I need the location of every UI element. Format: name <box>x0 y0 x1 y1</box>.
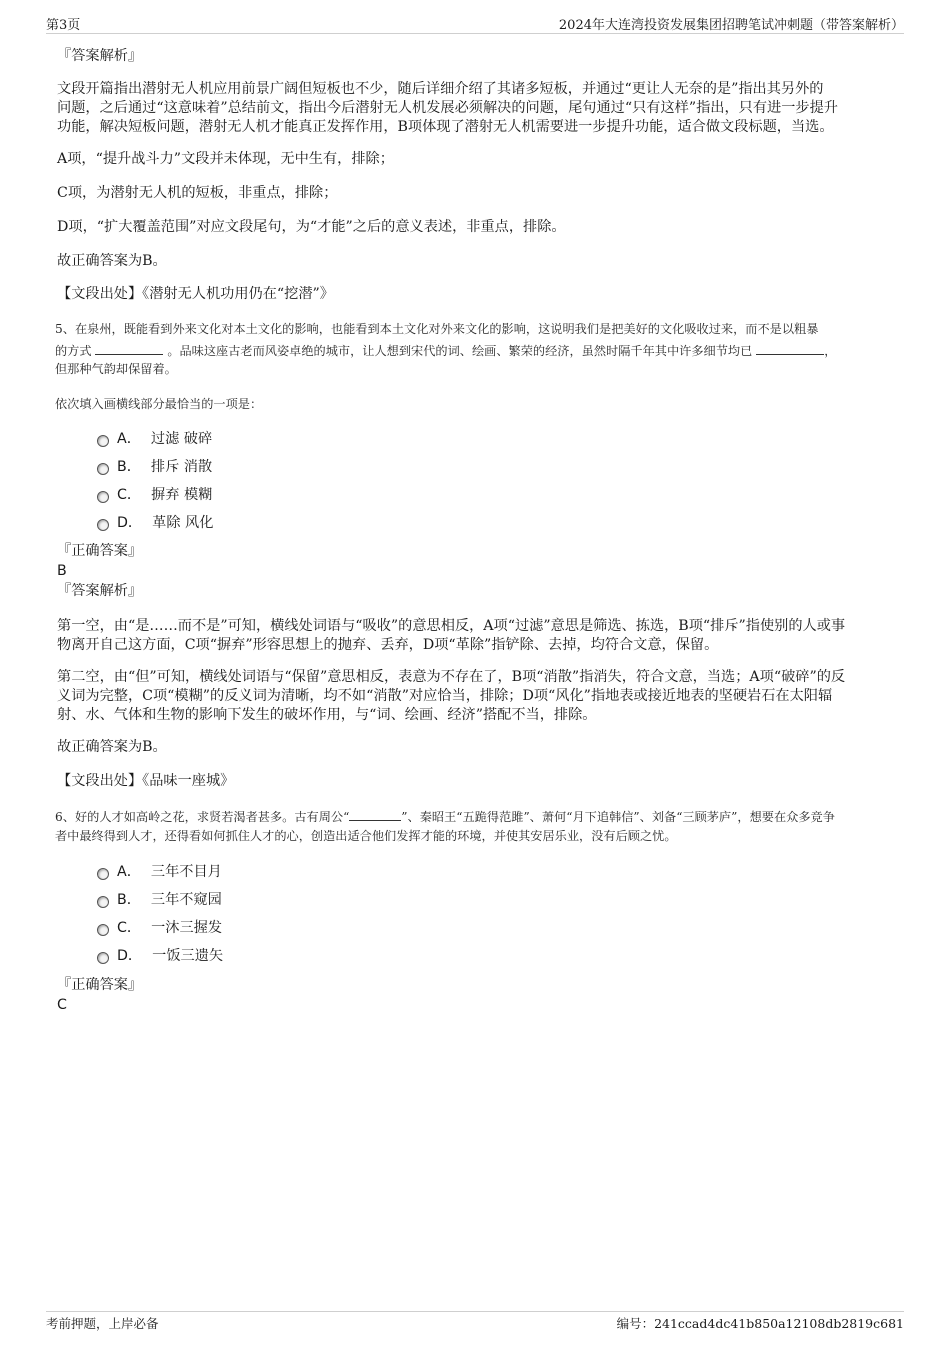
radio-icon[interactable] <box>97 463 109 475</box>
text-line: 问题，之后通过“这意味着”总结前文，指出今后潜射无人机发展必须解决的问题，尾句通过“只有这样”指出，只有进一步提升 <box>57 100 838 116</box>
analysis-paragraph <box>57 668 904 725</box>
radio-icon[interactable] <box>97 896 109 908</box>
conclusion: 故正确答案为B。 <box>57 253 167 269</box>
analysis-label: 『答案解析』 <box>57 48 143 64</box>
analysis-paragraph <box>57 80 904 137</box>
question-5-stem-line: 的方式 。品味这座古老而风姿卓绝的城市，让人想到宋代的词、绘画、繁荣的经济，虽然时隔千年其中许多细节均已 ， <box>55 341 904 361</box>
correct-answer-label: 『正确答案』 <box>57 977 143 993</box>
footer-slogan: 考前押题，上岸必备 <box>46 1316 159 1331</box>
text-line: 义词为完整，C项“模糊”的反义词为清晰，均不如“消散”对应恰当，排除；D项“风化”指地表或接近地表的坚硬岩石在太阳辐 <box>57 688 833 704</box>
q6-option-b[interactable]: B． 三年不窥园 <box>97 890 222 910</box>
conclusion: 故正确答案为B。 <box>57 739 167 755</box>
fill-blank <box>95 341 163 355</box>
correct-answer: B <box>57 563 67 579</box>
option-a-note: A项，“提升战斗力”文段并未体现，无中生有，排除； <box>57 151 394 167</box>
question-5-stem-line: 5、在泉州，既能看到外来文化对本土文化的影响，也能看到本土文化对外来文化的影响，这说明我们是把美好的文化吸收过来，而不是以粗暴 <box>55 322 819 336</box>
text-line: 第二空，由“但”可知，横线处词语与“保留”意思相反，表意为不存在了，B项“消散”指消失，符合文意，当选；A项“破碎”的反 <box>57 669 846 685</box>
q6-option-c[interactable]: C． 一沐三握发 <box>97 918 222 938</box>
radio-icon[interactable] <box>97 519 109 531</box>
question-6-stem-line: 6、好的人才如高岭之花，求贤若渴者甚多。古有周公“ ”、秦昭王“五跪得范雎”、萧何“月下追韩信”、刘备“三顾茅庐”，想要在众多竞争 <box>55 807 904 827</box>
header-divider <box>46 33 904 34</box>
document-title: 2024年大连湾投资发展集团招聘笔试冲刺题（带答案解析） <box>558 18 904 33</box>
radio-icon[interactable] <box>97 868 109 880</box>
q5-option-b[interactable]: B． 排斥 消散 <box>97 457 212 477</box>
radio-icon[interactable] <box>97 924 109 936</box>
document-code: 编号：241ccad4dc41b850a12108db2819c681 <box>616 1316 904 1331</box>
question-6-stem-line: 者中最终得到人才，还得看如何抓住人才的心，创造出适合他们发挥才能的环境，并使其安居乐业，没有后顾之忧。 <box>55 829 677 843</box>
q6-option-a[interactable]: A． 三年不目月 <box>97 862 222 882</box>
q5-option-d[interactable]: D． 革除 风化 <box>97 513 213 533</box>
q5-option-a[interactable]: A． 过滤 破碎 <box>97 429 212 449</box>
analysis-paragraph <box>57 617 904 655</box>
page-footer <box>46 1314 904 1332</box>
analysis-label: 『答案解析』 <box>57 583 143 599</box>
page-number: 第3页 <box>46 18 81 33</box>
text-line: 物离开自己这方面，C项“摒弃”形容思想上的抛弃、丢弃，D项“革除”指铲除、去掉，均符合文意，保留。 <box>57 637 719 653</box>
option-d-note: D项，“扩大覆盖范围”对应文段尾句，为“才能”之后的意义表述，非重点，排除。 <box>57 219 566 235</box>
radio-icon[interactable] <box>97 491 109 503</box>
q5-option-c[interactable]: C． 摒弃 模糊 <box>97 485 212 505</box>
source-citation: 【文段出处】《品味一座城》 <box>57 773 235 789</box>
text-line: 第一空，由“是……而不是”可知，横线处词语与“吸收”的意思相反，A项“过滤”意思是筛选、拣选，B项“排斥”指使别的人或事 <box>57 618 846 634</box>
page-header <box>46 14 904 32</box>
radio-icon[interactable] <box>97 435 109 447</box>
q6-option-d[interactable]: D． 一饭三遗矢 <box>97 946 223 966</box>
text-line: 功能，解决短板问题，潜射无人机才能真正发挥作用，B项体现了潜射无人机需要进一步提升功能，适合做文段标题，当选。 <box>57 119 834 135</box>
text-line: 射、水、气体和生物的影响下发生的破坏作用，与“词、绘画、经济”搭配不当，排除。 <box>57 707 597 723</box>
correct-answer-label: 『正确答案』 <box>57 543 143 559</box>
fill-blank <box>756 341 824 355</box>
footer-divider <box>46 1311 904 1312</box>
question-5-stem-line: 但那种气韵却保留着。 <box>55 362 177 376</box>
correct-answer: C <box>57 997 67 1013</box>
fill-blank <box>349 807 401 821</box>
radio-icon[interactable] <box>97 952 109 964</box>
text-line: 文段开篇指出潜射无人机应用前景广阔但短板也不少，随后详细介绍了其诸多短板，并通过“更让人无奈的是”指出其另外的 <box>57 81 824 97</box>
question-5-prompt: 依次填入画横线部分最恰当的一项是： <box>55 397 263 411</box>
source-citation: 【文段出处】《潜射无人机功用仍在“挖潜”》 <box>57 286 334 302</box>
option-c-note: C项，为潜射无人机的短板，非重点，排除； <box>57 185 338 201</box>
